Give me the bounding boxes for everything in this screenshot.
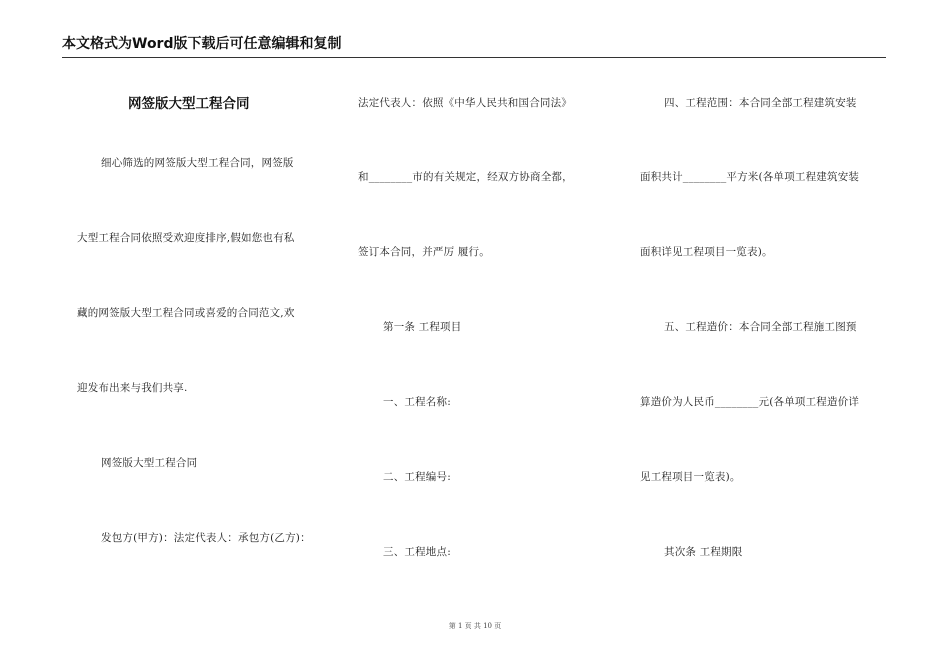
paragraph-line: 迎发布出来与我们共享. xyxy=(77,382,188,394)
document-title: 网签版大型工程合同 xyxy=(128,96,250,112)
paragraph-line: 面积详见工程项目一览表)。 xyxy=(640,246,773,258)
paragraph-line: 见工程项目一览表)。 xyxy=(640,471,741,483)
document-header: 本文格式为Word版下载后可任意编辑和复制 xyxy=(62,33,886,58)
paragraph-line: 签订本合同，并严厉 履行。 xyxy=(358,246,490,258)
paragraph-line: 大型工程合同依照受欢迎度排序,假如您也有私 xyxy=(77,232,295,244)
paragraph-line: 细心筛选的网签版大型工程合同，网签版 xyxy=(101,157,294,169)
paragraph-line: 四、工程范围：本合同全部工程建筑安装 xyxy=(664,97,857,109)
page-number: 第 1 页 共 10 页 xyxy=(448,622,502,630)
paragraph-line: 面积共计________平方米(各单项工程建筑安装 xyxy=(640,171,860,183)
paragraph-line: 和________市的有关规定，经双方协商全都， xyxy=(358,171,573,183)
paragraph-line: 藏的网签版大型工程合同或喜爱的合同范文,欢 xyxy=(77,307,295,319)
paragraph-line: 五、工程造价：本合同全部工程施工图预 xyxy=(664,321,857,333)
paragraph-line: 三、工程地点: xyxy=(383,546,451,558)
paragraph-line: 法定代表人：依照《中华人民共和国合同法》 xyxy=(358,97,572,109)
paragraph-line: 二、工程编号: xyxy=(383,471,451,483)
section-heading: 其次条 工程期限 xyxy=(664,546,743,558)
paragraph-line: 发包方(甲方)：法定代表人：承包方(乙方)： xyxy=(101,532,311,544)
section-heading: 第一条 工程项目 xyxy=(383,321,462,333)
paragraph-line: 算造价为人民币________元(各单项工程造价详 xyxy=(640,396,860,408)
paragraph-line: 网签版大型工程合同 xyxy=(101,457,198,469)
paragraph-line: 一、工程名称: xyxy=(383,396,451,408)
